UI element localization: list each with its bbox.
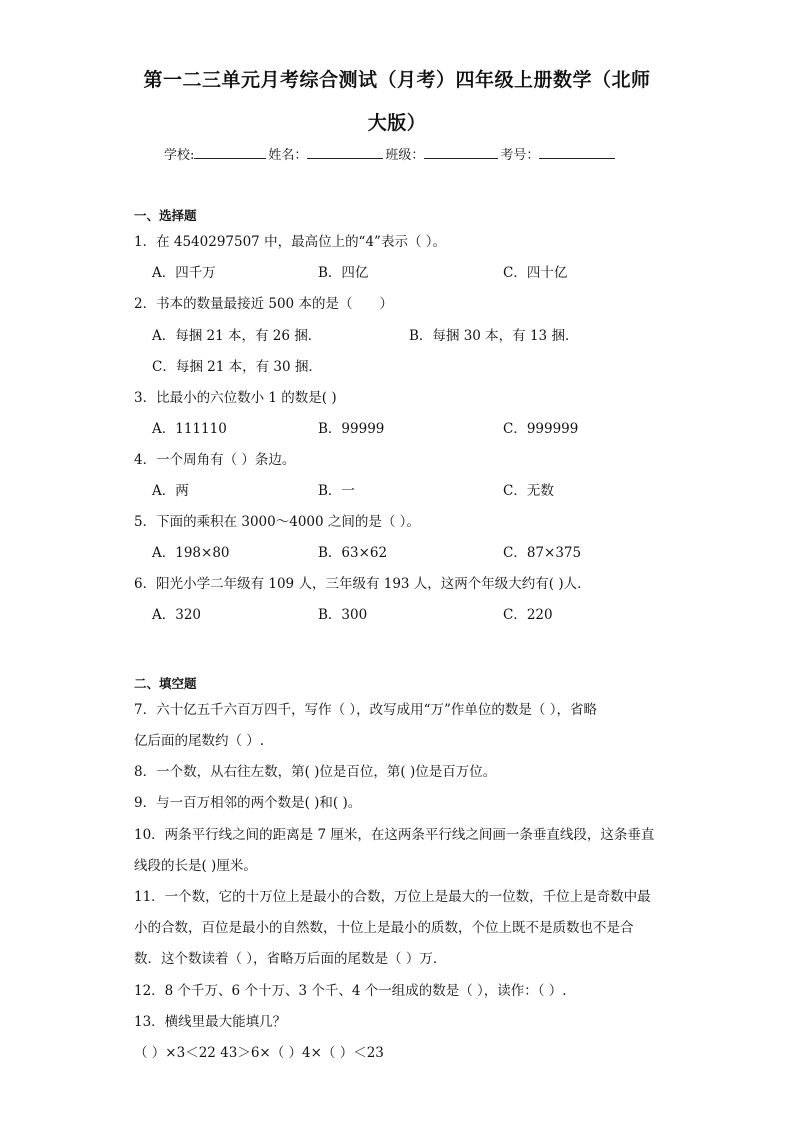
q5-option-c: C．87×375 bbox=[503, 545, 582, 561]
question-5: 5．下面的乘积在 3000～4000 之间的是（ ）。 bbox=[134, 514, 420, 530]
q3-option-a: A．111110 bbox=[152, 421, 227, 437]
question-11-line-2: 小的合数，百位是最小的自然数，十位上是最小的质数，个位上既不是质数也不是合 bbox=[134, 920, 634, 936]
section-heading-fill: 二、填空题 bbox=[134, 676, 197, 691]
page-title-line-1: 第一二三单元月考综合测试（月考）四年级上册数学（北师 bbox=[143, 69, 651, 91]
number-blank bbox=[539, 146, 615, 159]
student-info-row bbox=[164, 146, 644, 164]
question-2: 2．书本的数量最接近 500 本的是（ ） bbox=[134, 296, 393, 312]
school-label: 学校: bbox=[164, 148, 195, 163]
question-8: 8．一个数，从右往左数，第( )位是百位，第( )位是百万位。 bbox=[134, 764, 497, 780]
question-10-line-1: 10．两条平行线之间的距离是 7 厘米，在这两条平行线之间画一条垂直线段，这条垂直 bbox=[134, 827, 655, 843]
q3-option-b: B．99999 bbox=[318, 421, 385, 437]
question-1: 1．在 4540297507 中，最高位上的“4”表示（ ）。 bbox=[134, 234, 446, 250]
section-heading-choice: 一、选择题 bbox=[134, 208, 197, 223]
question-11-line-1: 11．一个数，它的十万位上是最小的合数，万位上是最大的一位数，千位上是奇数中最 bbox=[134, 889, 651, 905]
question-11-line-3: 数．这个数读着（ ），省略万后面的尾数是（ ）万． bbox=[134, 951, 447, 967]
question-9: 9．与一百万相邻的两个数是( )和( )。 bbox=[134, 795, 362, 811]
question-13: 13．横线里最大能填几？ bbox=[134, 1014, 287, 1030]
class-blank bbox=[424, 146, 498, 159]
q2-option-c: C．每捆 21 本，有 30 捆． bbox=[152, 359, 322, 375]
q6-option-a: A．320 bbox=[152, 607, 202, 623]
question-7-line-2: 亿后面的尾数约（ ）. bbox=[134, 733, 265, 749]
q6-option-b: B．300 bbox=[318, 607, 368, 623]
question-12: 12．8 个千万、6 个十万、3 个千、4 个一组成的数是（ ），读作：（ ）. bbox=[134, 983, 567, 999]
q4-option-c: C．无数 bbox=[503, 483, 554, 499]
q2-option-a: A．每捆 21 本，有 26 捆． bbox=[152, 328, 322, 344]
q1-option-a: A．四千万 bbox=[152, 265, 216, 281]
q4-option-b: B．一 bbox=[318, 483, 355, 499]
name-blank bbox=[307, 146, 383, 159]
question-7-line-1: 7．六十亿五千六百万四千，写作（ ），改写成用“万”作单位的数是（ ），省略 bbox=[134, 702, 597, 718]
q1-option-b: B．四亿 bbox=[318, 265, 369, 281]
question-10-line-2: 线段的长是( )厘米。 bbox=[134, 858, 257, 874]
q1-option-c: C．四十亿 bbox=[503, 265, 568, 281]
q4-option-a: A．两 bbox=[152, 483, 189, 499]
name-label: 姓名： bbox=[268, 148, 308, 163]
page-title-line-2: 大版） bbox=[367, 112, 427, 134]
q5-option-a: A．198×80 bbox=[152, 545, 230, 561]
question-6: 6．阳光小学二年级有 109 人，三年级有 193 人，这两个年级大约有( )人． bbox=[134, 576, 591, 592]
question-3: 3．比最小的六位数小 1 的数是( ) bbox=[134, 390, 337, 406]
class-label: 班级： bbox=[385, 148, 425, 163]
q5-option-b: B．63×62 bbox=[318, 545, 388, 561]
question-4: 4．一个周角有（ ）条边。 bbox=[134, 452, 296, 468]
school-blank bbox=[194, 146, 266, 159]
q2-option-b: B．每捆 30 本，有 13 捆． bbox=[409, 328, 579, 344]
q3-option-c: C．999999 bbox=[503, 421, 579, 437]
question-13-expression: （ ）×3＜22 43＞6×（ ）4×（ ）＜23 bbox=[134, 1045, 384, 1061]
q6-option-c: C．220 bbox=[503, 607, 553, 623]
number-label: 考号： bbox=[500, 148, 540, 163]
